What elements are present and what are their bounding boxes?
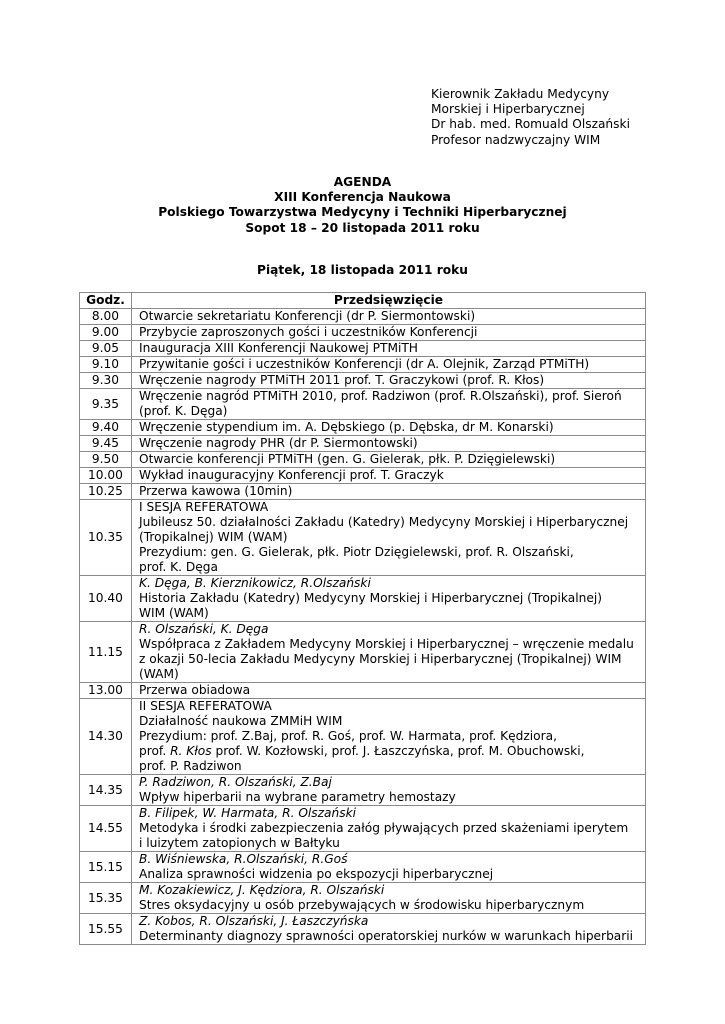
description-line: Działalność naukowa ZMMiH WIM [139,714,343,728]
row-description [132,883,646,914]
row-description [132,683,646,699]
row-description [132,389,646,420]
table-row [80,699,646,775]
table-row [80,622,646,683]
row-description [132,468,646,484]
row-description [132,309,646,325]
authors-line: R. Olszański, K. Dęga [139,622,269,636]
table-row [80,420,646,436]
day-heading: Piątek, 18 listopada 2011 roku [257,263,468,277]
description-line: Wręczenie nagród PTMiTH 2010, prof. Radziwon (prof. R.Olszański), prof. Sieroń [139,389,622,403]
row-description [132,576,646,622]
row-description [132,806,646,852]
description-line: (Tropikalnej) WIM (WAM) [139,530,288,544]
row-time: 10.40 [80,576,132,622]
agenda-title [0,175,725,236]
authors-line: B. Filipek, W. Harmata, R. Olszański [139,806,357,820]
description-line: Wręczenie nagrody PHR (dr P. Siermontowski) [139,436,418,450]
header-line: Dr hab. med. Romuald Olszański [431,117,630,132]
row-time: 9.40 [80,420,132,436]
table-row [80,341,646,357]
description-line: Stres oksydacyjny u osób przebywających w środowisku hiperbarycznym [139,898,585,912]
description-line: Analiza sprawności widzenia po ekspozycji hiperbarycznej [139,867,494,881]
row-description [132,420,646,436]
table-row [80,389,646,420]
row-description [132,341,646,357]
table-row [80,309,646,325]
description-line: Otwarcie sekretariatu Konferencji (dr P. Siermontowski) [139,309,476,323]
description-line: Przybycie zaproszonych gości i uczestników Konferencji [139,325,478,339]
description-line-part: R. Kłos [170,744,212,758]
row-description [132,325,646,341]
table-row [80,806,646,852]
row-description [132,775,646,806]
table-row [80,683,646,699]
description-line: Jubileusz 50. działalności Zakładu (Katedry) Medycyny Morskiej i Hiperbarycznej [139,515,629,529]
description-line-part: prof. W. Kozłowski, prof. J. Łaszczyńska, prof. M. Obuchowski, [211,744,585,758]
header-line: Morskiej i Hiperbarycznej [431,102,585,117]
column-header-event: Przedsięwzięcie [132,293,646,309]
header-line: Profesor nadzwyczajny WIM [431,132,601,147]
description-line: Historia Zakładu (Katedry) Medycyny Morskiej i Hiperbarycznej (Tropikalnej) [139,591,602,605]
description-line: WIM (WAM) [139,606,209,620]
row-time: 14.35 [80,775,132,806]
row-time: 13.00 [80,683,132,699]
header-line: Kierownik Zakładu Medycyny [431,87,610,101]
description-line: Wręczenie stypendium im. A. Dębskiego (p. Dębska, dr M. Konarski) [139,420,554,434]
row-time: 10.00 [80,468,132,484]
description-line: Metodyka i środki zabezpieczenia załóg pływających przed skażeniami iperytem [139,821,629,835]
description-line: Przywitanie gości i uczestników Konferencji (dr A. Olejnik, Zarząd PTMiTH) [139,357,590,371]
column-header-time: Godz. [80,293,132,309]
title-line: XIII Konferencja Naukowa [274,190,451,205]
description-line: (WAM) [139,667,179,681]
description-line: z okazji 50-lecia Zakładu Medycyny Morskiej i Hiperbarycznej (Tropikalnej) WIM [139,652,622,666]
description-line: Współpraca z Zakładem Medycyny Morskiej i Hiperbarycznej – wręczenie medalu [139,637,634,651]
authors-line: Z. Kobos, R. Olszański, J. Łaszczyńska [139,914,369,928]
table-row [80,914,646,945]
description-line: I SESJA REFERATOWA [139,500,269,514]
row-description [132,452,646,468]
description-line: Prezydium: prof. Z.Baj, prof. R. Goś, prof. W. Harmata, prof. Kędziora, [139,729,557,743]
agenda-body [80,309,646,945]
agenda-table [79,292,646,945]
table-row [80,576,646,622]
title-line: Polskiego Towarzystwa Medycyny i Techniki Hiperbarycznej [158,205,567,220]
table-row [80,325,646,341]
table-row [80,468,646,484]
row-description [132,852,646,883]
description-line: Wykład inauguracyjny Konferencji prof. T. Graczyk [139,468,444,482]
row-description [132,484,646,500]
authors-line: K. Dęga, B. Kierznikowicz, R.Olszański [139,576,371,590]
description-line: i luizytem zatopionych w Bałtyku [139,836,340,850]
description-line-part: prof. [139,744,171,758]
description-line: Wpływ hiperbarii na wybrane parametry hemostazy [139,790,456,804]
description-line: Inauguracja XIII Konferencji Naukowej PTMiTH [139,341,418,355]
description-line: Wręczenie nagrody PTMiTH 2011 prof. T. Graczykowi (prof. R. Kłos) [139,373,545,387]
table-row [80,883,646,914]
table-row [80,357,646,373]
description-line: prof. K. Dęga [139,560,218,574]
table-row [80,452,646,468]
description-line: Przerwa obiadowa [139,683,251,697]
authors-line: M. Kozakiewicz, J. Kędziora, R. Olszański [139,883,385,897]
row-description [132,914,646,945]
table-row [80,500,646,576]
description-line: Determinanty diagnozy sprawności operatorskiej nurków w warunkach hiperbarii [139,929,634,943]
table-row [80,436,646,452]
row-time: 9.05 [80,341,132,357]
row-time: 14.55 [80,806,132,852]
row-description [132,357,646,373]
row-time: 9.35 [80,389,132,420]
description-line: (prof. K. Dęga) [139,404,228,418]
row-time: 9.45 [80,436,132,452]
description-line [139,744,643,759]
authors-line: B. Wiśniewska, R.Olszański, R.Goś [139,852,348,866]
table-row [80,373,646,389]
row-time: 9.10 [80,357,132,373]
row-time: 10.25 [80,484,132,500]
table-row [80,852,646,883]
description-line: II SESJA REFERATOWA [139,699,272,713]
row-time: 14.30 [80,699,132,775]
row-description [132,436,646,452]
description-line: Przerwa kawowa (10min) [139,484,293,498]
row-time: 15.15 [80,852,132,883]
row-time: 15.35 [80,883,132,914]
row-description [132,622,646,683]
row-time: 9.50 [80,452,132,468]
row-time: 9.00 [80,325,132,341]
row-time: 9.30 [80,373,132,389]
description-line: Prezydium: gen. G. Gielerak, płk. Piotr Dzięgielewski, prof. R. Olszański, [139,545,574,559]
description-line: prof. P. Radziwon [139,759,242,773]
description-line: Otwarcie konferencji PTMiTH (gen. G. Gielerak, płk. P. Dzięgielewski) [139,452,556,466]
author-header [431,87,630,148]
row-time: 8.00 [80,309,132,325]
row-time: 15.55 [80,914,132,945]
row-description [132,373,646,389]
row-description [132,699,646,775]
title-line: AGENDA [333,175,392,189]
row-description [132,500,646,576]
table-row [80,484,646,500]
title-line: Sopot 18 – 20 listopada 2011 roku [245,220,480,235]
row-time: 11.15 [80,622,132,683]
authors-line: P. Radziwon, R. Olszański, Z.Baj [139,775,332,789]
table-header-row [80,293,646,309]
row-time: 10.35 [80,500,132,576]
table-row [80,775,646,806]
